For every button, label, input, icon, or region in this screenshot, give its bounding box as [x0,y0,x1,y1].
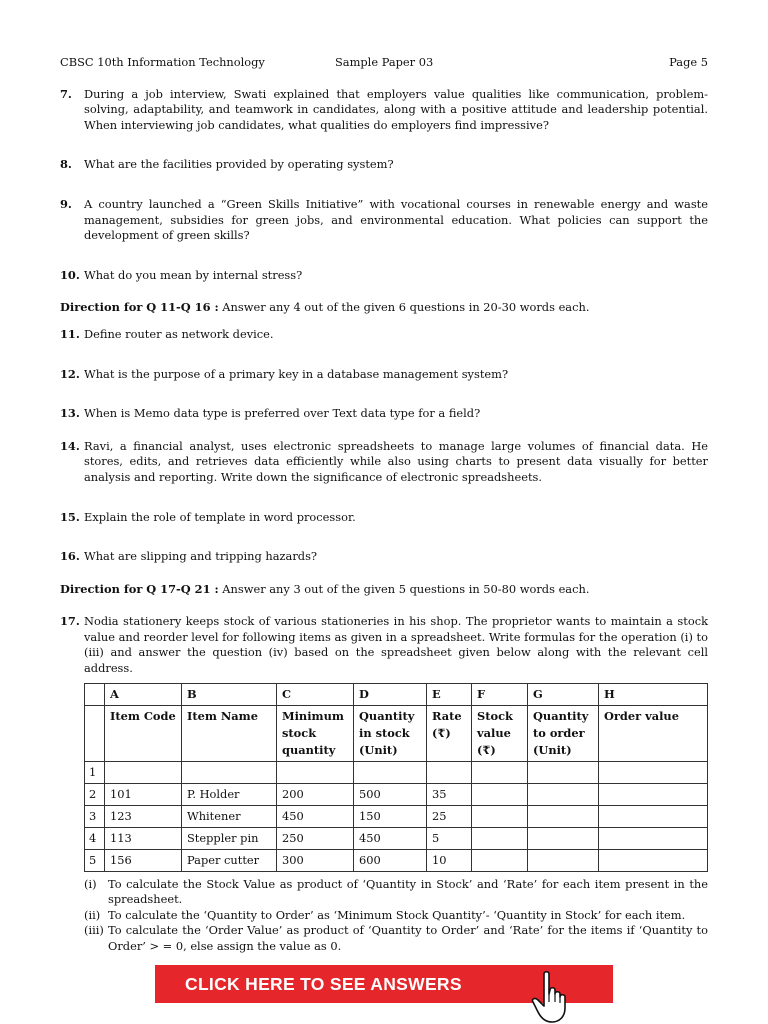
see-answers-label: CLICK HERE TO SEE ANSWERS [185,973,462,994]
column-letter: F [472,683,528,705]
question-number: 15. [60,509,80,524]
table-cell: 150 [354,805,427,827]
table-cell [599,827,708,849]
table-cell [427,761,472,783]
sub-question-number: (ii) [84,907,101,922]
header-left: CBSC 10th Information Technology [60,55,265,69]
header-center: Sample Paper 03 [335,55,434,69]
table-cell [472,849,528,871]
column-header: Item Name [182,705,277,761]
table-cell [599,849,708,871]
question-text: A country launched a “Green Skills Initiative” with vocational courses in renewable energy and waste management, subsidies for green jobs, and environmental education. What policies can support the development of green skills? [84,196,708,243]
table-cell [599,805,708,827]
document-page [60,55,708,955]
table-cell [528,783,599,805]
table-cell [472,827,528,849]
question-9 [60,197,708,244]
table-row [85,783,708,805]
spreadsheet-table [84,683,708,872]
sub-question [84,923,708,954]
direction-q17-q21 [60,582,708,598]
column-header: Minimum stock quantity [277,705,354,761]
sub-question-text: To calculate the Stock Value as product of ‘Quantity in Stock’ and ‘Rate’ for each item present in the spreadsheet. [108,876,708,907]
row-number: 5 [85,849,105,871]
direction-text: Answer any 4 out of the given 6 questions in 20-30 words each. [218,300,590,315]
question-text: Define router as network device. [84,326,274,341]
column-letter: C [277,683,354,705]
column-header: Rate (₹) [427,705,472,761]
table-cell: 123 [105,805,182,827]
table-cell: 250 [277,827,354,849]
question-15 [60,510,708,526]
table-cell: 101 [105,783,182,805]
question-number: 12. [60,366,80,381]
question-14 [60,439,708,486]
question-11 [60,327,708,343]
question-number: 9. [60,196,72,211]
question-text: Ravi, a financial analyst, uses electronic spreadsheets to manage large volumes of financial data. He stores, edits, and retrieves data efficiently while also using charts to present data visually for better analysis and reporting. Write down the significance of electronic spreadsheets. [84,438,708,484]
table-cell: Whitener [182,805,277,827]
question-13 [60,406,708,422]
table-cell [472,761,528,783]
row-number: 1 [85,761,105,783]
question-text: During a job interview, Swati explained that employers value qualities like communication, problem-solving, adaptability, and teamwork in candidates, along with a positive attitude and leadership potential. When interviewing job candidates, what qualities do employers find impressive? [84,86,708,132]
table-cell [528,805,599,827]
table-cell: 200 [277,783,354,805]
question-text: What are slipping and tripping hazards? [84,549,318,564]
table-cell [528,849,599,871]
table-cell: 600 [354,849,427,871]
sub-question-number: (i) [84,876,97,891]
table-cell [182,761,277,783]
column-header: Stock value (₹) [472,705,528,761]
question-number: 17. [60,614,80,629]
question-text: Explain the role of template in word processor. [84,509,356,524]
table-row [85,849,708,871]
table-cell [354,761,427,783]
column-letter-row [85,683,708,705]
column-letter: D [354,683,427,705]
table-cell [472,805,528,827]
table-cell: 300 [277,849,354,871]
pointing-hand-icon [530,970,580,1024]
row-number: 4 [85,827,105,849]
column-header: Item Code [105,705,182,761]
question-number: 10. [60,267,80,282]
question-12 [60,367,708,383]
question-number: 11. [60,326,80,341]
sub-question [84,908,708,924]
question-16 [60,549,708,565]
table-cell: 113 [105,827,182,849]
table-cell: 156 [105,849,182,871]
row-number: 3 [85,805,105,827]
sub-question [84,877,708,908]
question-text: What do you mean by internal stress? [84,267,303,282]
direction-text: Answer any 3 out of the given 5 questions in 50-80 words each. [218,581,590,596]
table-cell: 500 [354,783,427,805]
question-10 [60,268,708,284]
question-text: What is the purpose of a primary key in a database management system? [84,366,509,381]
question-text: When is Memo data type is preferred over Text data type for a field? [84,406,481,421]
table-cell: Steppler pin [182,827,277,849]
question-text: What are the facilities provided by operating system? [84,157,394,172]
question-17 [60,614,708,676]
page-header [60,55,708,71]
row-number: 2 [85,783,105,805]
question-7 [60,87,708,134]
question-number: 16. [60,549,80,564]
table-row [85,827,708,849]
row-number-blank [85,705,105,761]
table-cell: 35 [427,783,472,805]
table-row [85,761,708,783]
direction-q11-q16 [60,300,708,316]
question-text: Nodia stationery keeps stock of various stationeries in his shop. The proprietor wants to maintain a stock value and reorder level for following items as given in a spreadsheet. Write formulas for the operation (i) to (iii) and answer the question (iv) based on the spreadsheet given below along with the relevant cell address. [84,614,708,676]
column-letter: E [427,683,472,705]
table-cell [277,761,354,783]
column-header: Order value [599,705,708,761]
table-cell: 10 [427,849,472,871]
table-cell: 450 [277,805,354,827]
column-header: Quantity to order (Unit) [528,705,599,761]
direction-label: Direction for Q 11-Q 16 : [60,300,219,315]
question-8 [60,157,708,173]
table-cell: 25 [427,805,472,827]
question-number: 7. [60,86,72,101]
table-cell: 5 [427,827,472,849]
table-row [85,805,708,827]
table-cell [599,783,708,805]
sub-question-number: (iii) [84,923,104,938]
table-cell: Paper cutter [182,849,277,871]
header-row [85,705,708,761]
table-cell: P. Holder [182,783,277,805]
sub-question-text: To calculate the ‘Order Value’ as product of ‘Quantity to Order’ and ‘Rate’ for the items if ‘Quantity to Order’ > = 0, else assign the value as 0. [108,923,708,954]
question-number: 14. [60,438,80,453]
column-letter: H [599,683,708,705]
table-cell: 450 [354,827,427,849]
column-letter: A [105,683,182,705]
header-right: Page 5 [669,55,708,69]
column-letter: B [182,683,277,705]
question-number: 8. [60,157,72,172]
table-cell [599,761,708,783]
table-cell [105,761,182,783]
sub-question-text: To calculate the ‘Quantity to Order’ as ‘Minimum Stock Quantity’- ‘Quantity in Stock’ for each item. [108,907,686,922]
question-number: 13. [60,406,80,421]
table-cell [528,761,599,783]
column-header: Quantity in stock (Unit) [354,705,427,761]
direction-label: Direction for Q 17-Q 21 : [60,581,219,596]
corner-cell [85,683,105,705]
column-letter: G [528,683,599,705]
table-cell [528,827,599,849]
table-cell [472,783,528,805]
